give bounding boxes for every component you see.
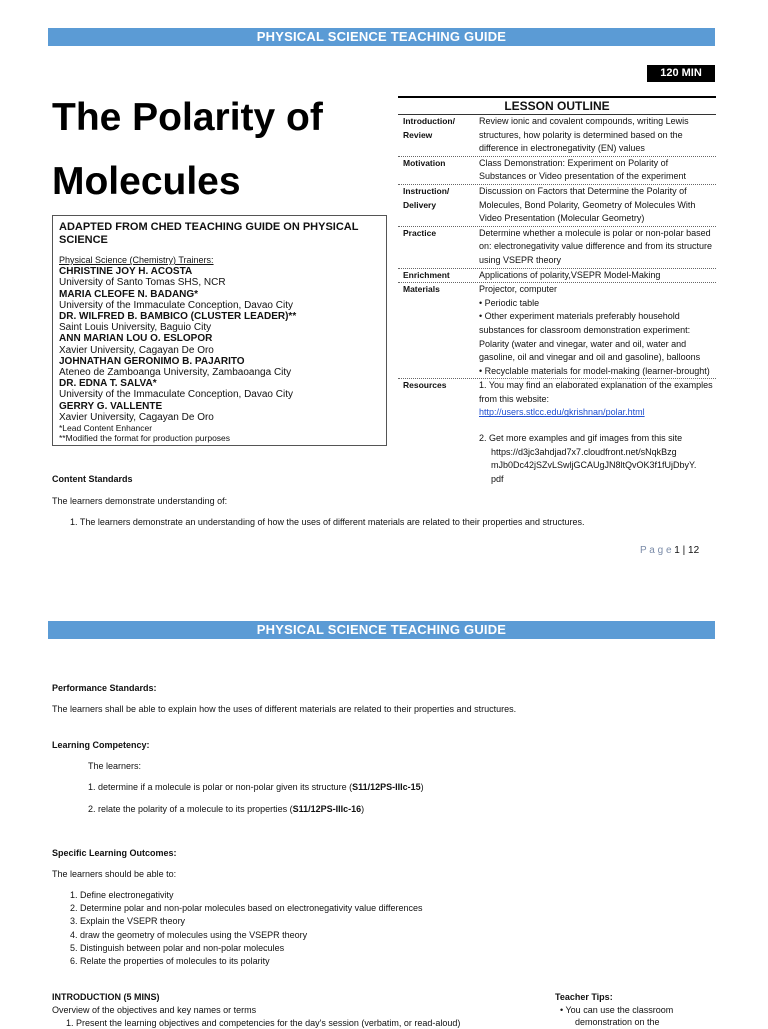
outline-row: [398, 157, 716, 185]
learning-outcomes-list: [70, 889, 630, 968]
credits-header: ADAPTED FROM CHED TEACHING GUIDE ON PHYSICAL SCIENCE: [59, 221, 359, 246]
outline-row: [398, 227, 716, 269]
list-item: 5. Distinguish between polar and non-polar molecules: [70, 942, 285, 953]
credits-note: **Modified the format for production purposes: [59, 433, 231, 444]
trainer-affiliation: Xavier University, Cagayan De Oro: [59, 411, 214, 423]
outline-row-label: Practice: [403, 227, 437, 238]
learning-competency-heading: Learning Competency:: [52, 740, 150, 750]
content-standards-heading: Content Standards: [52, 474, 133, 484]
outline-row-label: Introduction/ Review: [403, 116, 455, 140]
lesson-outline-table: [398, 96, 716, 486]
outline-row-text: Applications of polarity,VSEPR Model-Making: [479, 269, 661, 280]
trainer-affiliation: Ateneo de Zamboanga University, Zambaoanga City: [59, 367, 292, 379]
page-footer: [640, 545, 699, 556]
outline-row-text: Review ionic and covalent compounds, writing Lewis structures, how polarity is determined based on the difference in electronegativity (EN) values: [479, 116, 689, 154]
competency-intro: The learners:: [88, 761, 142, 771]
list-item: 1. Define electronegativity: [70, 890, 174, 900]
resource-item: 2. Get more examples and gif images from this site: [479, 433, 683, 444]
page-header-banner: PHYSICAL SCIENCE TEACHING GUIDE: [48, 621, 715, 639]
outline-row-text: Discussion on Factors that Determine the Polarity of Molecules, Bond Polarity, Geometry of Molecules With Video Presentation (Molecular Geometry): [479, 185, 696, 224]
duration-badge: 120 MIN: [647, 65, 715, 82]
materials-list: [475, 283, 716, 378]
lesson-outline-title: LESSON OUTLINE: [398, 98, 716, 115]
resource-url-line: https://d3jc3ahdjad7x7.cloudfront.net/sNqkBzg: [491, 446, 677, 457]
introduction-heading: INTRODUCTION (5 MINS): [52, 992, 160, 1002]
resources-list: [475, 379, 716, 486]
performance-standards-text: The learners shall be able to explain how the uses of different materials are related to their properties and structures.: [52, 704, 517, 714]
materials-item: • Other experiment materials preferably household substances for classroom demonstration experiment: Polarity (water and vinegar, water and oil, water and gasoline, oil and vinegar and oil and gasoline), balloons: [479, 311, 701, 363]
list-item: 4. draw the geometry of molecules using the VSEPR theory: [70, 929, 308, 940]
list-item: 3. Explain the VSEPR theory: [70, 916, 186, 927]
competency-code: S11/12PS-IIIc-15: [352, 782, 421, 792]
credits-box: [52, 215, 387, 446]
resource-url-line: mJb0Dc42jSZvLSwljGCAUgJN8ltQvOK3f1fUjDbyY.: [491, 460, 697, 471]
introduction-item: 1. Present the learning objectives and competencies for the day's session (verbatim, or read-aloud): [66, 1018, 461, 1028]
content-standards-item: 1. The learners demonstrate an understanding of how the uses of different materials are related to their properties and structures.: [70, 517, 585, 527]
trainer-name: MARIA CLEOFE N. BADANG*: [59, 288, 199, 300]
outline-row-label: Resources: [403, 380, 447, 391]
resource-link[interactable]: http://users.stlcc.edu/gkrishnan/polar.html: [479, 407, 645, 418]
trainer-affiliation: University of Santo Tomas SHS, NCR: [59, 277, 226, 289]
trainer-affiliation: Saint Louis University, Baguio City: [59, 322, 212, 334]
trainer-affiliation: Xavier University, Cagayan De Oro: [59, 344, 214, 356]
title-line-1: The Polarity of: [52, 96, 323, 139]
outline-row-text: Class Demonstration: Experiment on Polarity of Substances or Video presentation of the experiment: [479, 157, 686, 182]
teacher-tips-heading: Teacher Tips:: [555, 992, 613, 1002]
teacher-tip-line: • You can use the classroom: [560, 1005, 674, 1015]
trainer-list: [59, 266, 380, 423]
outline-row: [398, 269, 716, 284]
trainer-name: ANN MARIAN LOU O. ESLOPOR: [59, 333, 213, 345]
trainer-affiliation: University of the Immaculate Conception, Davao City: [59, 299, 293, 311]
page-word: P a g e: [640, 545, 672, 556]
trainer-name: DR. EDNA T. SALVA*: [59, 378, 157, 390]
list-item: 2. Determine polar and non-polar molecules based on electronegativity value differences: [70, 903, 423, 914]
trainer-name: DR. WILFRED B. BAMBICO (CLUSTER LEADER)**: [59, 311, 297, 323]
credits-note: *Lead Content Enhancer: [59, 423, 153, 434]
trainers-label: Physical Science (Chemistry) Trainers:: [59, 255, 214, 265]
outline-row-text: Determine whether a molecule is polar or non-polar based on: electronegativity value difference and from its structure using VSEPR theory: [479, 227, 712, 265]
title-line-2: Molecules: [52, 160, 241, 203]
content-standards-intro: The learners demonstrate understanding of:: [52, 496, 228, 506]
outline-row-label: Instruction/ Delivery: [403, 185, 450, 210]
outline-row-resources: [398, 379, 716, 486]
trainer-affiliation: University of the Immaculate Conception, Davao City: [59, 389, 293, 401]
outline-row-label: Materials: [403, 284, 440, 295]
resource-url-line: pdf: [491, 473, 504, 484]
document-title: [52, 86, 392, 214]
performance-standards-heading: Performance Standards:: [52, 683, 157, 693]
resource-item: 1. You may find an elaborated explanation of the examples from this website:: [479, 380, 713, 404]
trainer-name: JOHNATHAN GERONIMO B. PAJARITO: [59, 355, 245, 367]
trainer-name: CHRISTINE JOY H. ACOSTA: [59, 266, 193, 278]
page-number: 1 | 12: [674, 545, 700, 556]
list-item: 6. Relate the properties of molecules to its polarity: [70, 956, 270, 967]
introduction-text: Overview of the objectives and key names or terms: [52, 1005, 257, 1015]
teacher-tip-line: demonstration on the: [575, 1017, 660, 1027]
trainer-name: GERRY G. VALLENTE: [59, 400, 163, 412]
materials-item: • Recyclable materials for model-making (learner-brought): [479, 365, 710, 376]
competency-code: S11/12PS-IIIc-16: [292, 804, 362, 814]
competency-item: 1. determine if a molecule is polar or non-polar given its structure (S11/12PS-IIIc-15): [88, 782, 424, 792]
outline-row: [398, 185, 716, 227]
competency-item: 2. relate the polarity of a molecule to its properties (S11/12PS-IIIc-16): [88, 804, 365, 814]
outline-row-materials: [398, 283, 716, 379]
outline-row-label: Motivation: [403, 157, 446, 168]
outline-row-label: Enrichment: [403, 269, 450, 280]
outline-row: [398, 115, 716, 157]
learning-outcomes-intro: The learners should be able to:: [52, 869, 177, 879]
materials-item: • Periodic table: [479, 297, 540, 308]
materials-item: Projector, computer: [479, 284, 558, 295]
learning-outcomes-heading: Specific Learning Outcomes:: [52, 848, 177, 858]
page-header-banner: PHYSICAL SCIENCE TEACHING GUIDE: [48, 28, 715, 46]
teacher-tip: [560, 1004, 710, 1028]
